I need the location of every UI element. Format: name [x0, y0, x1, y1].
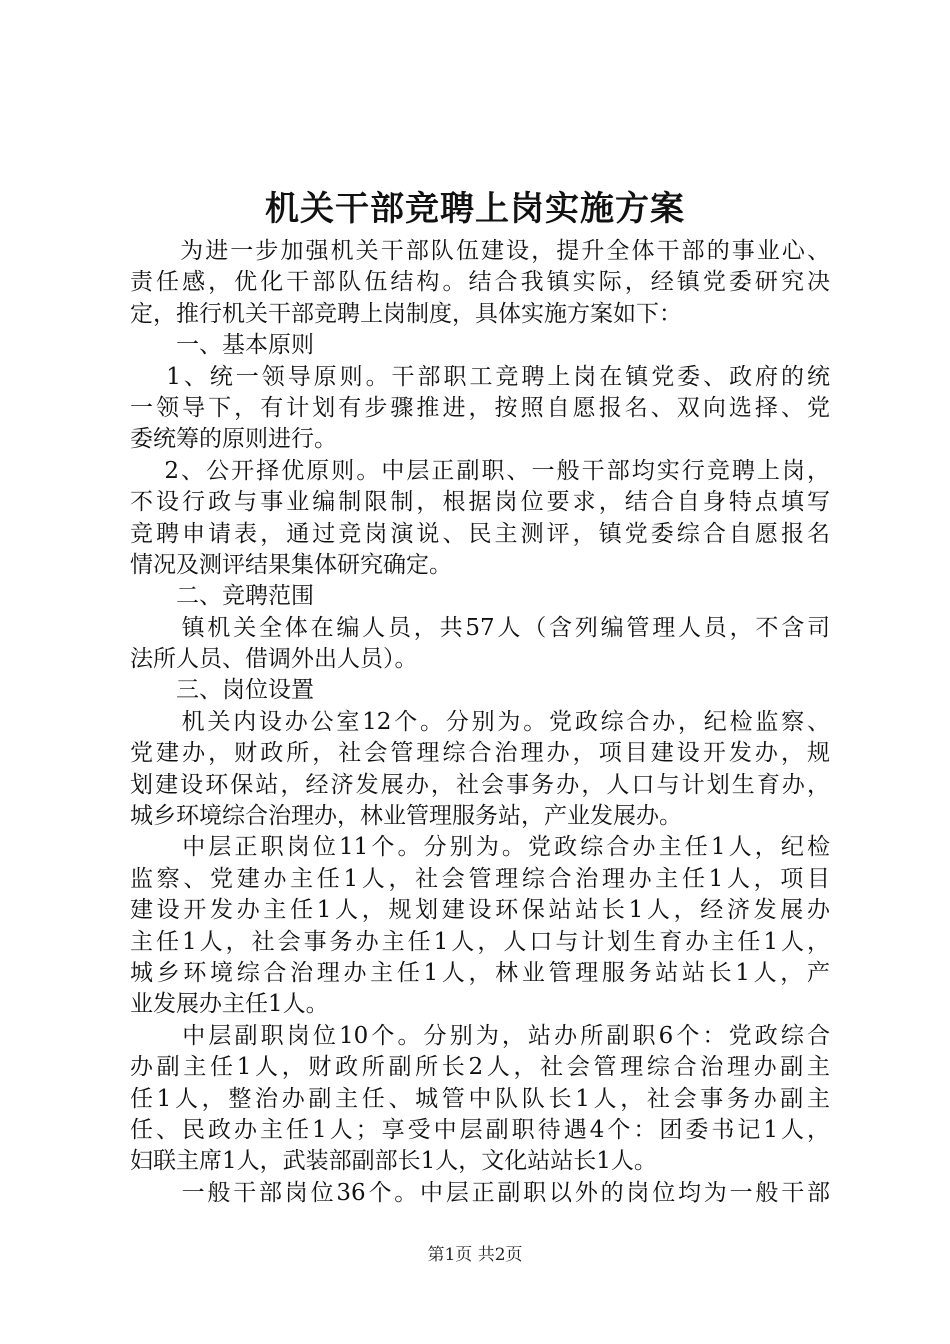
text-line: 城乡环境综合治理办主任1人，林业管理服务站站长1人，产	[130, 959, 830, 986]
text-line: 中层正职岗位11个。分别为。党政综合办主任1人，纪检	[130, 834, 830, 861]
text-line: 不设行政与事业编制限制，根据岗位要求，结合自身特点填写	[130, 489, 830, 516]
text-line: 办副主任1人，财政所副所长2人，社会管理综合治理办副主	[130, 1054, 830, 1081]
text-line: 一、基本原则	[130, 332, 314, 359]
text-line: 妇联主席1人，武装部副部长1人，文化站站长1人。	[130, 1148, 657, 1175]
page-footer: 第1页 共2页	[427, 1245, 523, 1265]
document-body	[130, 236, 830, 1209]
text-line: 镇机关全体在编人员，共57人（含列编管理人员，不含司	[130, 614, 830, 641]
text-line: 业发展办主任1人。	[130, 991, 329, 1018]
text-line: 党建办，财政所，社会管理综合治理办，项目建设开发办，规	[130, 740, 830, 767]
text-line: 情况及测评结果集体研究确定。	[130, 551, 452, 578]
text-line: 责任感，优化干部队伍结构。结合我镇实际，经镇党委研究决	[130, 269, 830, 296]
text-line: 一领导下，有计划有步骤推进，按照自愿报名、双向选择、党	[130, 394, 830, 421]
text-line: 主任1人，社会事务办主任1人，人口与计划生育办主任1人，	[130, 928, 830, 955]
document-title: 机关干部竞聘上岗实施方案	[265, 189, 685, 229]
text-line: 竞聘申请表，通过竞岗演说、民主测评，镇党委综合自愿报名	[130, 520, 830, 547]
text-line: 机关内设办公室12个。分别为。党政综合办，纪检监察、	[130, 708, 830, 735]
text-line: 1、统一领导原则。干部职工竞聘上岗在镇党委、政府的统	[130, 363, 830, 390]
text-line: 任、民政办主任1人；享受中层副职待遇4个：团委书记1人，	[130, 1116, 830, 1143]
text-line: 法所人员、借调外出人员）。	[130, 646, 418, 673]
text-line: 中层副职岗位10个。分别为，站办所副职6个：党政综合	[130, 1022, 830, 1049]
text-line: 2、公开择优原则。中层正副职、一般干部均实行竞聘上岗，	[130, 457, 830, 484]
text-line: 二、竞聘范围	[130, 583, 314, 610]
text-line: 三、岗位设置	[130, 677, 314, 704]
text-line: 为进一步加强机关干部队伍建设，提升全体干部的事业心、	[130, 238, 830, 264]
text-line: 任1人，整治办副主任、城管中队队长1人，社会事务办副主	[130, 1085, 830, 1112]
text-line: 监察、党建办主任1人，社会管理综合治理办主任1人，项目	[130, 865, 830, 892]
text-line: 定，推行机关干部竞聘上岗制度，具体实施方案如下：	[130, 300, 682, 327]
text-line: 建设开发办主任1人，规划建设环保站站长1人，经济发展办	[130, 897, 830, 924]
text-line: 划建设环保站，经济发展办，社会事务办，人口与计划生育办，	[130, 771, 830, 798]
text-line: 委统筹的原则进行。	[130, 426, 337, 453]
text-line: 城乡环境综合治理办，林业管理服务站，产业发展办。	[130, 803, 682, 830]
text-line: 一般干部岗位36个。中层正副职以外的岗位均为一般干部	[130, 1179, 830, 1206]
